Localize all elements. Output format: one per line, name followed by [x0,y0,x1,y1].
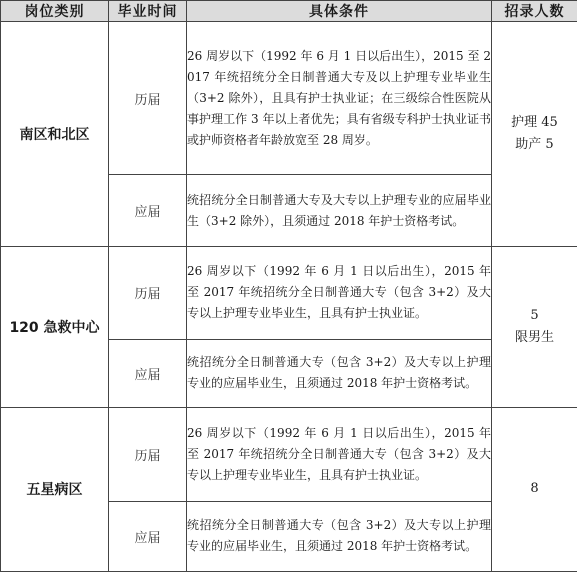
count-cell [492,407,577,571]
count-line: 助产 5 [515,137,554,153]
post-cell: 120 急救中心 [1,247,109,407]
header-post: 岗位类别 [1,1,109,22]
post-cell: 五星病区 [1,407,109,571]
grad-time-cell: 应届 [109,501,187,571]
header-conditions: 具体条件 [187,1,492,22]
grad-time-cell: 应届 [109,339,187,407]
grad-time-cell: 应届 [109,175,187,247]
count-cell [492,22,577,247]
count-line: 限男生 [514,330,554,346]
table-row [1,22,577,175]
header-grad-time: 毕业时间 [109,1,187,22]
count-cell [492,247,577,407]
count-line: 8 [530,481,539,497]
grad-time-cell: 历届 [109,247,187,339]
table-body [1,22,577,572]
grad-time-cell: 历届 [109,22,187,175]
count-line: 5 [530,308,539,324]
grad-time-cell: 历届 [109,407,187,501]
condition-cell: 统招统分全日制普通大专（包含 3+2）及大专以上护理专业的应届毕业生，且须通过 2018 年护士资格考试。 [187,339,492,407]
condition-cell: 统招统分全日制普通大专及大专以上护理专业的应届毕业生（3+2 除外），且须通过 2018 年护士资格考试。 [187,175,492,247]
table-row [1,247,577,339]
condition-cell: 26 周岁以下（1992 年 6 月 1 日以后出生），2015 年至 2017 年统招统分全日制普通大专（包含 3+2）及大专以上护理专业毕业生，且具有护士执业证。 [187,247,492,339]
count-line: 护理 45 [511,115,558,131]
header-count: 招录人数 [492,1,577,22]
condition-cell: 26 周岁以下（1992 年 6 月 1 日以后出生），2015 至 2017 年统招统分全日制普通大专及以上护理专业毕业生（3+2 除外），且具有护士执业证；在三级综合性医院从事护理工作 3 年以上者优先；具有省级专科护士执业证书或护师资格者年龄放宽至 28 周岁。 [187,22,492,175]
header-row [1,1,577,22]
table-row [1,407,577,501]
table-header [1,1,577,22]
condition-cell: 26 周岁以下（1992 年 6 月 1 日以后出生），2015 年至 2017 年统招统分全日制普通大专（包含 3+2）及大专以上护理专业毕业生，且具有护士执业证。 [187,407,492,501]
post-cell: 南区和北区 [1,22,109,247]
condition-cell: 统招统分全日制普通大专（包含 3+2）及大专以上护理专业的应届毕业生，且须通过 2018 年护士资格考试。 [187,501,492,571]
